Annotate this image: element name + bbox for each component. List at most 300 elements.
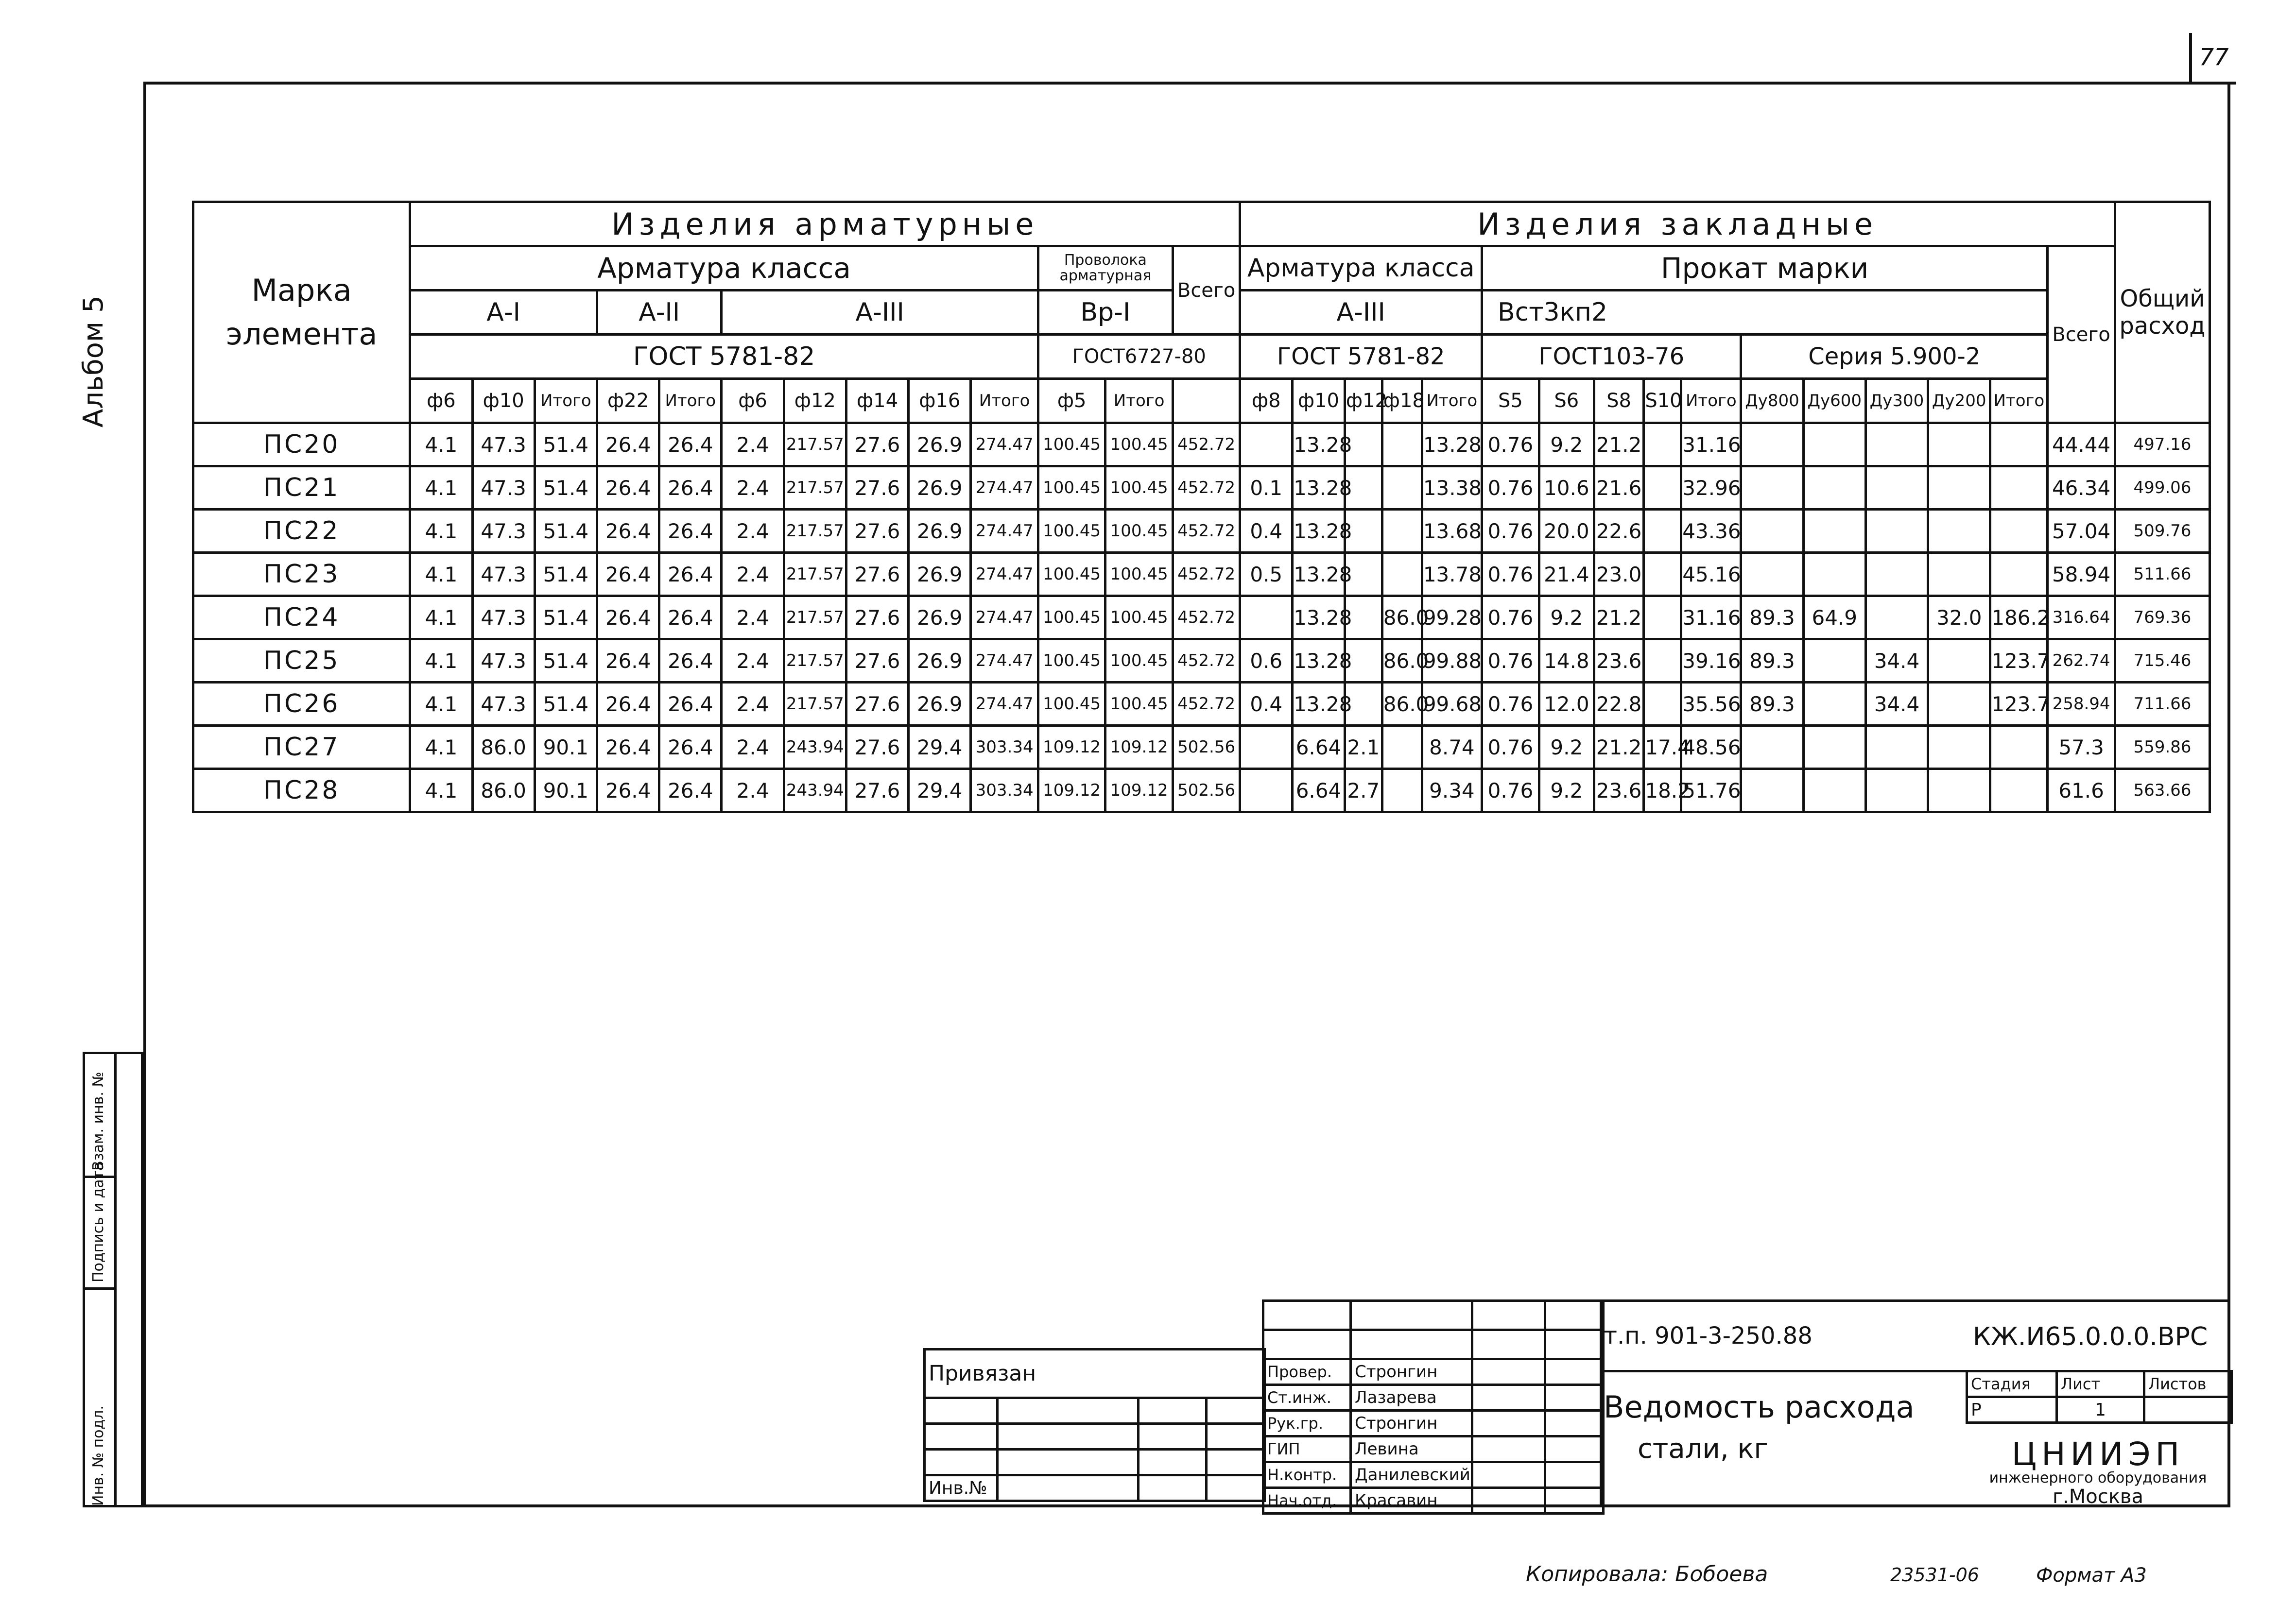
stage-block — [1966, 1370, 2233, 1424]
table-cell: 27.6 — [846, 726, 908, 769]
table-cell: 47.3 — [472, 466, 535, 510]
album-label: Альбом 5 — [78, 295, 109, 427]
table-cell: 274.47 — [971, 423, 1038, 466]
table-cell: 303.34 — [971, 769, 1038, 812]
table-cell: 8.74 — [1422, 726, 1482, 769]
table-cell: 9.2 — [1539, 726, 1594, 769]
table-cell: 0.5 — [1240, 553, 1293, 596]
side-label-sign: Подпись и дата — [90, 1162, 107, 1282]
table-cell — [1928, 423, 1990, 466]
table-cell: 47.3 — [472, 639, 535, 683]
row-mark: ПС28 — [193, 769, 410, 812]
table-cell: 51.76 — [1681, 769, 1741, 812]
row-mark: ПС21 — [193, 466, 410, 510]
col-header: ф6 — [410, 379, 472, 423]
table-cell: 51.4 — [535, 596, 597, 639]
table-cell: 100.45 — [1105, 423, 1173, 466]
class-a3-embedded: А-III — [1240, 290, 1482, 335]
table-cell — [1741, 769, 1803, 812]
table-cell — [1928, 683, 1990, 726]
table-cell: 13.28 — [1293, 423, 1345, 466]
table-cell: 769.36 — [2115, 596, 2210, 639]
col-header: Ду200 — [1928, 379, 1990, 423]
table-cell: 27.6 — [846, 639, 908, 683]
col-header: Итого — [971, 379, 1038, 423]
table-cell: 27.6 — [846, 769, 908, 812]
std-gost-6727: ГОСТ6727-80 — [1038, 335, 1240, 379]
table-cell: 86.0 — [472, 769, 535, 812]
table-cell: 13.28 — [1293, 683, 1345, 726]
table-cell: 26.4 — [597, 639, 659, 683]
table-cell: 57.04 — [2048, 510, 2115, 553]
table-cell: 100.45 — [1105, 553, 1173, 596]
signature — [1472, 1359, 1545, 1385]
table-cell: 9.34 — [1422, 769, 1482, 812]
table-cell — [1382, 423, 1422, 466]
table-cell: 509.76 — [2115, 510, 2210, 553]
table-cell: 511.66 — [2115, 553, 2210, 596]
table-cell: 100.45 — [1038, 639, 1105, 683]
table-cell: 39.16 — [1681, 639, 1741, 683]
table-cell: 26.4 — [597, 510, 659, 553]
table-cell: 100.45 — [1105, 510, 1173, 553]
table-cell — [1928, 726, 1990, 769]
table-cell: 32.96 — [1681, 466, 1741, 510]
table-cell: 502.56 — [1173, 769, 1240, 812]
table-cell — [1865, 510, 1928, 553]
table-cell: 13.28 — [1293, 553, 1345, 596]
role-label: Ст.инж. — [1263, 1385, 1351, 1411]
role-label: Рук.гр. — [1263, 1411, 1351, 1436]
table-cell: 26.4 — [597, 466, 659, 510]
table-cell: 452.72 — [1173, 466, 1240, 510]
table-cell: 452.72 — [1173, 596, 1240, 639]
side-stamp — [83, 1052, 143, 1507]
table-cell: 13.28 — [1422, 423, 1482, 466]
total-all-spacer — [1173, 379, 1240, 423]
table-cell: 34.4 — [1865, 683, 1928, 726]
table-cell: 274.47 — [971, 683, 1038, 726]
table-cell — [1741, 510, 1803, 553]
table-cell: 27.6 — [846, 466, 908, 510]
table-cell: 51.4 — [535, 683, 597, 726]
table-cell — [1865, 769, 1928, 812]
table-cell: 64.9 — [1803, 596, 1865, 639]
table-cell — [1928, 769, 1990, 812]
signature — [1472, 1462, 1545, 1488]
table-cell: 4.1 — [410, 769, 472, 812]
sheet-label: Лист — [2057, 1371, 2144, 1397]
sheet-number: 77 — [2189, 33, 2236, 85]
table-cell: 47.3 — [472, 553, 535, 596]
sheets-label: Листов — [2144, 1371, 2232, 1397]
table-cell — [1644, 423, 1681, 466]
table-cell — [1741, 466, 1803, 510]
table-cell — [1990, 726, 2048, 769]
class-vst3kp2: Вст3кп2 — [1482, 290, 2047, 335]
col-header: Ду300 — [1865, 379, 1928, 423]
table-cell: 9.2 — [1539, 596, 1594, 639]
table-cell: 18.2 — [1644, 769, 1681, 812]
table-cell: 0.4 — [1240, 683, 1293, 726]
table-cell: 14.8 — [1539, 639, 1594, 683]
table-cell — [1741, 553, 1803, 596]
person-name: Стронгин — [1351, 1359, 1472, 1385]
col-header: ф10 — [1293, 379, 1345, 423]
table-cell — [1990, 510, 2048, 553]
table-cell: 43.36 — [1681, 510, 1741, 553]
col-header: S10 — [1644, 379, 1681, 423]
table-cell: 100.45 — [1105, 683, 1173, 726]
row-mark: ПС26 — [193, 683, 410, 726]
table-cell: 109.12 — [1038, 726, 1105, 769]
table-cell: 0.4 — [1240, 510, 1293, 553]
table-cell: 22.6 — [1594, 510, 1644, 553]
table-row — [193, 769, 2210, 812]
table-cell — [1644, 639, 1681, 683]
col-header: ф16 — [909, 379, 971, 423]
class-vr1: Вр-I — [1038, 290, 1173, 335]
table-cell: 57.3 — [2048, 726, 2115, 769]
order-number: 23531-06 — [1890, 1564, 1979, 1586]
table-cell: 0.1 — [1240, 466, 1293, 510]
table-row — [193, 553, 2210, 596]
table-cell: 17.4 — [1644, 726, 1681, 769]
col-header: ф10 — [472, 379, 535, 423]
col-header: Итого — [1681, 379, 1741, 423]
copied-by: Копировала: Бобоева — [1526, 1562, 1768, 1587]
total2-header: Всего — [2048, 246, 2115, 423]
table-cell: 26.4 — [659, 683, 722, 726]
table-cell: 217.57 — [784, 596, 846, 639]
col-header: ф12 — [784, 379, 846, 423]
group-reinforcement-header: Изделия арматурные — [410, 202, 1240, 246]
row-mark: ПС24 — [193, 596, 410, 639]
table-cell: 51.4 — [535, 639, 597, 683]
table-cell: 4.1 — [410, 466, 472, 510]
col-header: Итого — [1990, 379, 2048, 423]
table-cell: 274.47 — [971, 639, 1038, 683]
doc-title-line1: Ведомость расхода — [1604, 1389, 1915, 1425]
table-cell: 89.3 — [1741, 683, 1803, 726]
table-cell: 123.7 — [1990, 683, 2048, 726]
table-cell: 26.4 — [659, 553, 722, 596]
table-cell: 48.56 — [1681, 726, 1741, 769]
table-cell — [1990, 423, 2048, 466]
std-series-5900: Серия 5.900-2 — [1741, 335, 2048, 379]
steel-consumption-table — [192, 201, 2211, 813]
signatures-block — [1262, 1299, 1605, 1515]
table-cell: 13.28 — [1293, 596, 1345, 639]
table-cell: 711.66 — [2115, 683, 2210, 726]
table-cell — [1803, 466, 1865, 510]
person-name: Лазарева — [1351, 1385, 1472, 1411]
document-code: КЖ.И65.0.0.0.ВРС — [1973, 1322, 2208, 1351]
std-gost-5781-embedded: ГОСТ 5781-82 — [1240, 335, 1482, 379]
table-cell: 2.4 — [722, 510, 784, 553]
role-label: Нач.отд. — [1263, 1488, 1351, 1514]
table-cell: 2.4 — [722, 423, 784, 466]
table-cell: 2.7 — [1345, 769, 1382, 812]
table-cell: 2.4 — [722, 596, 784, 639]
table-cell — [1644, 466, 1681, 510]
table-cell: 31.16 — [1681, 423, 1741, 466]
table-cell: 243.94 — [784, 769, 846, 812]
table-cell: 0.76 — [1482, 553, 1539, 596]
table-row — [193, 510, 2210, 553]
table-cell: 27.6 — [846, 423, 908, 466]
table-cell: 4.1 — [410, 596, 472, 639]
table-cell — [1928, 466, 1990, 510]
table-cell: 26.4 — [659, 726, 722, 769]
table-cell: 26.4 — [597, 769, 659, 812]
table-cell — [1382, 510, 1422, 553]
table-cell: 46.34 — [2048, 466, 2115, 510]
table-cell — [1741, 423, 1803, 466]
table-cell: 23.0 — [1594, 553, 1644, 596]
table-cell: 100.45 — [1038, 553, 1105, 596]
table-cell — [1990, 466, 2048, 510]
group-embedded-header: Изделия закладные — [1240, 202, 2115, 246]
table-cell — [1865, 466, 1928, 510]
table-cell — [1928, 510, 1990, 553]
table-cell: 217.57 — [784, 683, 846, 726]
table-cell: 274.47 — [971, 596, 1038, 639]
table-cell — [1240, 596, 1293, 639]
person-name: Данилевский — [1351, 1462, 1472, 1488]
table-cell: 452.72 — [1173, 553, 1240, 596]
table-cell: 31.16 — [1681, 596, 1741, 639]
table-cell — [1928, 639, 1990, 683]
col-header: ф22 — [597, 379, 659, 423]
table-cell — [1865, 423, 1928, 466]
table-cell: 26.9 — [909, 553, 971, 596]
table-cell: 274.47 — [971, 553, 1038, 596]
table-cell: 2.4 — [722, 726, 784, 769]
table-cell: 21.2 — [1594, 596, 1644, 639]
paper-format: Формат А3 — [2036, 1564, 2147, 1587]
table-cell: 2.1 — [1345, 726, 1382, 769]
table-row — [193, 596, 2210, 639]
table-cell: 109.12 — [1105, 726, 1173, 769]
table-cell: 452.72 — [1173, 683, 1240, 726]
table-cell: 258.94 — [2048, 683, 2115, 726]
table-cell: 26.4 — [659, 639, 722, 683]
table-cell: 4.1 — [410, 683, 472, 726]
table-cell: 4.1 — [410, 510, 472, 553]
table-cell: 100.45 — [1105, 596, 1173, 639]
table-cell: 51.4 — [535, 466, 597, 510]
row-mark: ПС20 — [193, 423, 410, 466]
table-cell — [1928, 553, 1990, 596]
col-header: ф12 — [1345, 379, 1382, 423]
table-cell — [1644, 683, 1681, 726]
table-cell: 4.1 — [410, 553, 472, 596]
table-cell — [1865, 596, 1928, 639]
table-cell: 86.0 — [472, 726, 535, 769]
table-row — [193, 726, 2210, 769]
col-header: S5 — [1482, 379, 1539, 423]
table-cell: 2.4 — [722, 769, 784, 812]
table-cell: 27.6 — [846, 553, 908, 596]
table-cell: 27.6 — [846, 510, 908, 553]
table-cell: 186.2 — [1990, 596, 2048, 639]
table-cell: 0.76 — [1482, 639, 1539, 683]
table-cell: 26.4 — [597, 683, 659, 726]
table-cell: 452.72 — [1173, 639, 1240, 683]
table-cell — [1240, 769, 1293, 812]
table-cell: 0.76 — [1482, 423, 1539, 466]
table-cell: 47.3 — [472, 683, 535, 726]
row-mark: ПС27 — [193, 726, 410, 769]
col-header: Ду800 — [1741, 379, 1803, 423]
signature — [1472, 1436, 1545, 1462]
table-cell: 26.9 — [909, 423, 971, 466]
table-cell: 26.4 — [597, 553, 659, 596]
table-cell — [1865, 553, 1928, 596]
table-cell: 26.9 — [909, 466, 971, 510]
col-header: ф5 — [1038, 379, 1105, 423]
table-cell: 452.72 — [1173, 423, 1240, 466]
row-mark: ПС23 — [193, 553, 410, 596]
table-cell: 22.8 — [1594, 683, 1644, 726]
table-cell: 9.2 — [1539, 423, 1594, 466]
col-header: ф18 — [1382, 379, 1422, 423]
table-cell: 45.16 — [1681, 553, 1741, 596]
table-cell: 13.28 — [1293, 639, 1345, 683]
table-cell: 34.4 — [1865, 639, 1928, 683]
col-header: Ду600 — [1803, 379, 1865, 423]
table-cell: 86.0 — [1382, 639, 1422, 683]
project-number: т.п. 901-3-250.88 — [1604, 1322, 1813, 1350]
table-cell: 9.2 — [1539, 769, 1594, 812]
table-cell: 13.68 — [1422, 510, 1482, 553]
person-name: Левина — [1351, 1436, 1472, 1462]
table-cell — [1382, 726, 1422, 769]
sheet-value: 1 — [2057, 1397, 2144, 1423]
stage-label: Стадия — [1967, 1371, 2057, 1397]
stage-value: Р — [1967, 1397, 2057, 1423]
table-cell: 563.66 — [2115, 769, 2210, 812]
table-cell — [1803, 726, 1865, 769]
table-cell — [1803, 553, 1865, 596]
wire-header: Проволока арматурная — [1038, 246, 1173, 290]
table-cell: 100.45 — [1105, 639, 1173, 683]
table-cell: 21.6 — [1594, 466, 1644, 510]
table-cell: 21.4 — [1539, 553, 1594, 596]
table-cell — [1803, 510, 1865, 553]
role-label: Н.контр. — [1263, 1462, 1351, 1488]
table-row — [193, 639, 2210, 683]
inv-no-label: Инв.№ — [925, 1475, 998, 1501]
table-cell: 26.4 — [659, 423, 722, 466]
org-city: г.Москва — [2053, 1486, 2143, 1508]
table-cell: 23.6 — [1594, 639, 1644, 683]
table-cell: 217.57 — [784, 553, 846, 596]
table-cell: 499.06 — [2115, 466, 2210, 510]
table-cell: 6.64 — [1293, 726, 1345, 769]
table-cell: 13.28 — [1293, 510, 1345, 553]
table-cell: 0.76 — [1482, 596, 1539, 639]
table-cell — [1644, 596, 1681, 639]
table-cell: 13.28 — [1293, 466, 1345, 510]
table-cell: 47.3 — [472, 596, 535, 639]
table-cell: 44.44 — [2048, 423, 2115, 466]
role-label: ГИП — [1263, 1436, 1351, 1462]
role-label: Провер. — [1263, 1359, 1351, 1385]
signature — [1472, 1385, 1545, 1411]
table-cell: 29.4 — [909, 769, 971, 812]
rebar-class-header: Арматура класса — [410, 246, 1038, 290]
rolled-header: Прокат марки — [1482, 246, 2047, 290]
person-name: Красавин — [1351, 1488, 1472, 1514]
table-cell — [1644, 510, 1681, 553]
col-header: ф14 — [846, 379, 908, 423]
table-cell: 559.86 — [2115, 726, 2210, 769]
table-cell: 2.4 — [722, 466, 784, 510]
table-cell — [1240, 726, 1293, 769]
table-cell: 217.57 — [784, 423, 846, 466]
table-cell: 10.6 — [1539, 466, 1594, 510]
table-cell: 0.76 — [1482, 466, 1539, 510]
table-cell: 4.1 — [410, 726, 472, 769]
table-cell: 262.74 — [2048, 639, 2115, 683]
table-cell: 90.1 — [535, 726, 597, 769]
table-cell: 109.12 — [1105, 769, 1173, 812]
table-cell: 51.4 — [535, 553, 597, 596]
table-cell: 109.12 — [1038, 769, 1105, 812]
table-cell: 27.6 — [846, 596, 908, 639]
table-cell: 13.38 — [1422, 466, 1482, 510]
table-cell: 715.46 — [2115, 639, 2210, 683]
table-cell: 274.47 — [971, 510, 1038, 553]
table-cell: 20.0 — [1539, 510, 1594, 553]
table-cell: 100.45 — [1038, 596, 1105, 639]
class-a3: А-III — [722, 290, 1038, 335]
table-cell: 303.34 — [971, 726, 1038, 769]
table-cell: 26.9 — [909, 510, 971, 553]
std-gost-5781: ГОСТ 5781-82 — [410, 335, 1038, 379]
table-cell: 100.45 — [1038, 423, 1105, 466]
table-cell: 100.45 — [1038, 510, 1105, 553]
table-cell: 89.3 — [1741, 639, 1803, 683]
side-label-replace: Взам. инв. № — [90, 1072, 107, 1171]
table-row — [193, 423, 2210, 466]
table-cell: 47.3 — [472, 423, 535, 466]
table-cell — [1741, 726, 1803, 769]
person-name: Стронгин — [1351, 1411, 1472, 1436]
table-cell: 243.94 — [784, 726, 846, 769]
table-cell: 0.76 — [1482, 726, 1539, 769]
col-header: Итого — [1105, 379, 1173, 423]
table-cell: 26.4 — [659, 596, 722, 639]
table-cell: 26.4 — [659, 510, 722, 553]
table-cell: 26.4 — [597, 423, 659, 466]
table-cell: 51.4 — [535, 510, 597, 553]
table-cell — [1865, 726, 1928, 769]
table-cell: 99.68 — [1422, 683, 1482, 726]
col-header: S8 — [1594, 379, 1644, 423]
col-header: Итого — [659, 379, 722, 423]
table-row — [193, 466, 2210, 510]
table-cell: 217.57 — [784, 510, 846, 553]
table-cell: 217.57 — [784, 639, 846, 683]
table-cell: 89.3 — [1741, 596, 1803, 639]
grand-total-header: Общий расход — [2115, 202, 2210, 423]
table-cell — [1990, 553, 2048, 596]
table-cell: 86.0 — [1382, 683, 1422, 726]
table-cell — [1803, 769, 1865, 812]
